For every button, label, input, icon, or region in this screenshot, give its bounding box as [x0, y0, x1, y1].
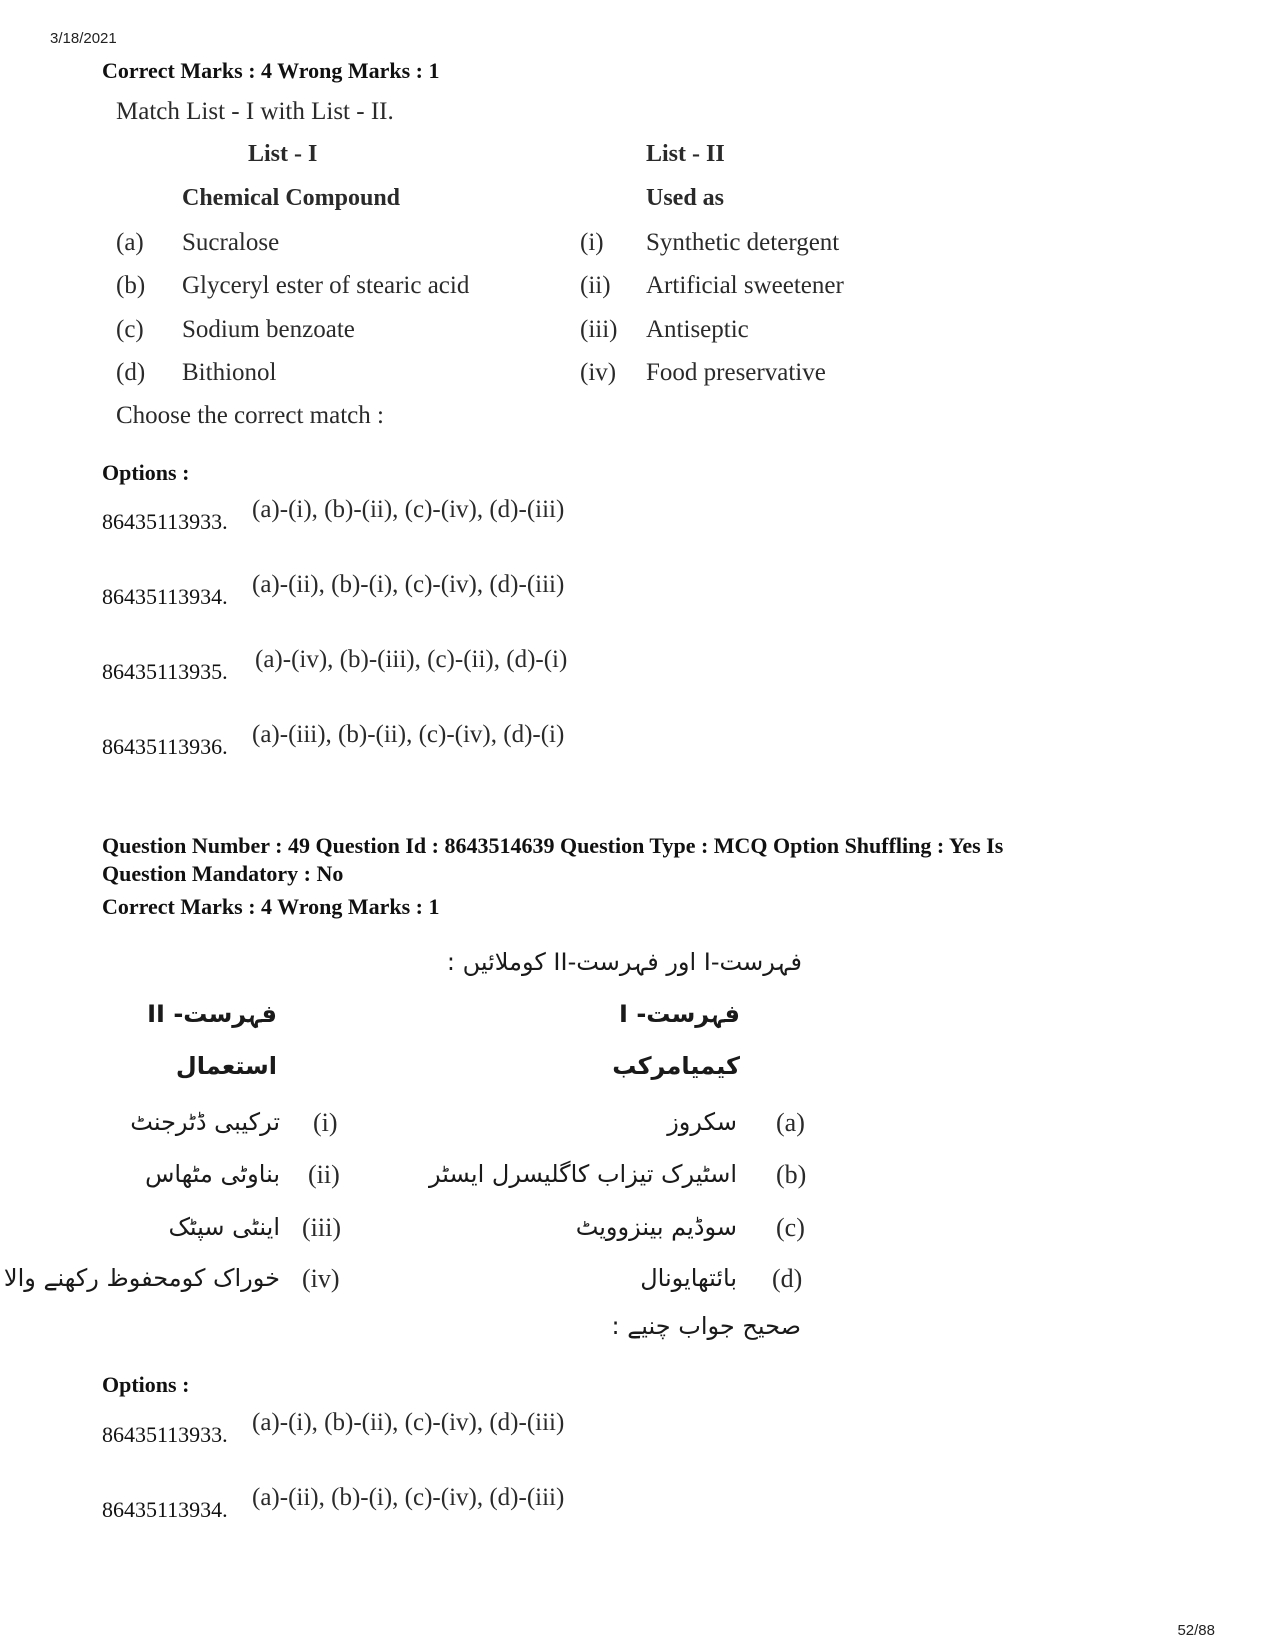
- q1-row-numeral: (i): [580, 229, 604, 256]
- q2-instruction-urdu: فہرست-I اور فہرست-II کوملائیں :: [446, 948, 802, 976]
- q2-row-use: بناوٹی مٹھاس: [145, 1160, 280, 1188]
- option-text: (a)-(ii), (b)-(i), (c)-(iv), (d)-(iii): [252, 571, 565, 598]
- q2-row-label: (d): [772, 1264, 803, 1293]
- q2-row-numeral: (iii): [302, 1213, 341, 1242]
- option-id: 86435113933.: [102, 509, 228, 534]
- q1-choose-prompt: Choose the correct match :: [116, 402, 384, 429]
- option-text: (a)-(i), (b)-(ii), (c)-(iv), (d)-(iii): [252, 1409, 565, 1436]
- q1-marks: Correct Marks : 4 Wrong Marks : 1: [102, 58, 440, 83]
- q2-row-numeral: (ii): [308, 1160, 340, 1189]
- option-text: (a)-(iv), (b)-(iii), (c)-(ii), (d)-(i): [255, 646, 568, 673]
- option-text: (a)-(i), (b)-(ii), (c)-(iv), (d)-(iii): [252, 496, 565, 523]
- q2-row-numeral: (iv): [302, 1264, 340, 1293]
- q1-instruction: Match List - I with List - II.: [116, 98, 394, 125]
- q1-list2-subtitle: Used as: [646, 185, 725, 211]
- q1-row-use: Food preservative: [646, 359, 826, 386]
- q1-row-numeral: (iii): [580, 316, 618, 343]
- q2-list1-title: فہرست- I: [619, 1000, 740, 1028]
- option-id: 86435113934.: [102, 584, 228, 609]
- q1-row-label: (c): [116, 316, 144, 343]
- q1-row-compound: Bithionol: [182, 359, 277, 386]
- q1-list1-title: List - I: [248, 141, 318, 167]
- q1-row-numeral: (ii): [580, 272, 611, 299]
- option-text: (a)-(iii), (b)-(ii), (c)-(iv), (d)-(i): [252, 721, 565, 748]
- q2-row-numeral: (i): [313, 1108, 338, 1137]
- q2-row-label: (a): [776, 1108, 805, 1137]
- q2-row-label: (c): [776, 1213, 805, 1242]
- q2-list2-subtitle: استعمال: [175, 1052, 277, 1080]
- q1-row-compound: Glyceryl ester of stearic acid: [182, 272, 470, 299]
- q2-info-line1: Question Number : 49 Question Id : 8643514639 Question Type : MCQ Option Shuffling : Yes Is: [102, 833, 1004, 858]
- q1-row-use: Artificial sweetener: [646, 272, 844, 299]
- q2-list1-subtitle: کیمیامرکب: [612, 1052, 740, 1080]
- q1-row-numeral: (iv): [580, 359, 617, 386]
- q1-list1-subtitle: Chemical Compound: [182, 185, 401, 211]
- print-date: 3/18/2021: [50, 30, 117, 47]
- q1-row-use: Antiseptic: [646, 316, 749, 343]
- q1-row-label: (d): [116, 359, 146, 386]
- q2-row-use: ترکیبی ڈٹرجنٹ: [130, 1108, 280, 1136]
- page-number: 52/88: [1177, 1622, 1215, 1639]
- q2-row-compound: سکروز: [667, 1108, 737, 1136]
- option-id: 86435113936.: [102, 734, 228, 759]
- option-id: 86435113934.: [102, 1497, 228, 1522]
- q2-choose-prompt: صحیح جواب چنیے :: [611, 1312, 801, 1340]
- option-id: 86435113933.: [102, 1422, 228, 1447]
- q2-row-use: اینٹی سپٹک: [168, 1213, 280, 1241]
- q2-row-compound: بائتھایونال: [640, 1264, 737, 1292]
- q2-list2-title: فہرست- II: [147, 1000, 277, 1028]
- option-id: 86435113935.: [102, 659, 228, 684]
- q1-row-label: (b): [116, 272, 146, 299]
- q2-row-use: خوراک کومحفوظ رکھنے والا: [3, 1264, 280, 1292]
- q1-row-use: Synthetic detergent: [646, 229, 840, 256]
- q2-options-label: Options :: [102, 1372, 190, 1397]
- q1-row-label: (a): [116, 229, 144, 256]
- q1-row-compound: Sucralose: [182, 229, 280, 256]
- q2-row-label: (b): [776, 1160, 807, 1189]
- q1-list2-title: List - II: [646, 141, 725, 167]
- q2-row-compound: سوڈیم بینزوویٹ: [575, 1213, 737, 1241]
- q2-info-line2: Question Mandatory : No: [102, 861, 344, 886]
- option-text: (a)-(ii), (b)-(i), (c)-(iv), (d)-(iii): [252, 1484, 565, 1511]
- q1-row-compound: Sodium benzoate: [182, 316, 355, 343]
- q1-options-label: Options :: [102, 460, 190, 485]
- q2-marks: Correct Marks : 4 Wrong Marks : 1: [102, 894, 440, 919]
- q2-row-compound: اسٹیرک تیزاب کاگلیسرل ایسٹر: [429, 1160, 737, 1188]
